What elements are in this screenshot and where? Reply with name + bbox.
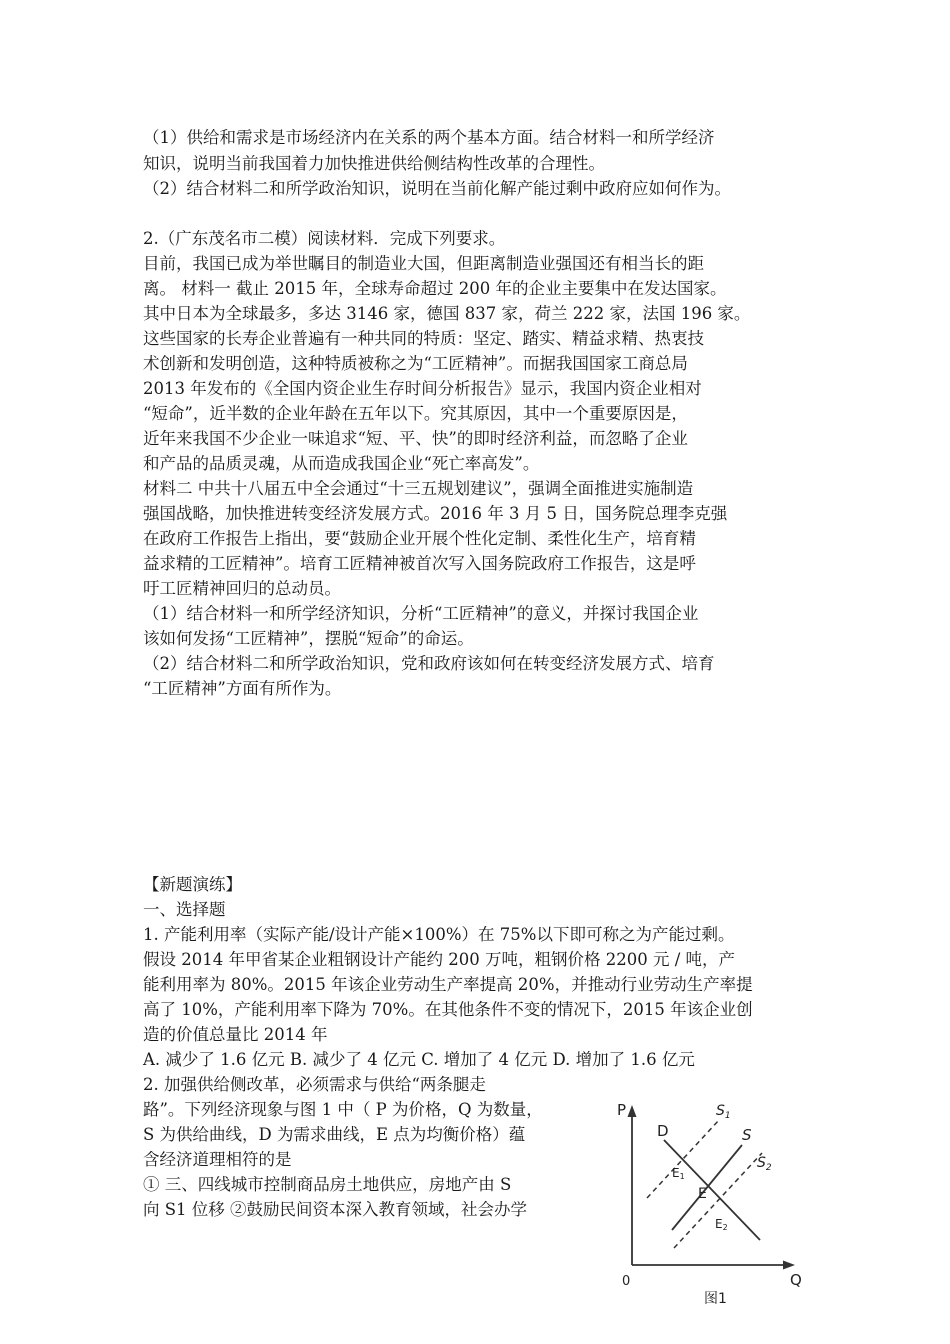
- text-line: 这些国家的长寿企业普遍有一种共同的特质：坚定、踏实、精益求精、热衷技: [143, 329, 704, 348]
- text-line: 其中日本为全球最多，多达 3146 家，德国 837 家，荷兰 222 家，法国 196 家。: [143, 304, 751, 323]
- text-line: （2）结合材料二和所学政治知识，党和政府该如何在转变经济发展方式、培育: [143, 654, 715, 673]
- text-line: 高了 10%，产能利用率下降为 70%。在其他条件不变的情况下，2015 年该企业创: [143, 1000, 753, 1019]
- text-line: 知识，说明当前我国着力加快推进供给侧结构性改革的合理性。: [143, 154, 605, 173]
- text-line: 益求精的工匠精神”。培育工匠精神被首次写入国务院政府工作报告，这是呼: [143, 554, 696, 573]
- text-line: 向 S1 位移 ②鼓励民间资本深入教育领域，社会办学: [143, 1200, 528, 1219]
- text-line: 假设 2014 年甲省某企业粗钢设计产能约 200 万吨，粗钢价格 2200 元 / 吨，产: [143, 950, 735, 969]
- supply-curve: [672, 1145, 742, 1230]
- text-line: “短命”，近半数的企业年龄在五年以下。究其原因，其中一个重要原因是，: [143, 404, 688, 423]
- text-line: ① 三、四线城市控制商品房土地供应，房地产由 S: [143, 1175, 512, 1194]
- axes: [628, 1105, 796, 1270]
- supply-demand-figure: [612, 1095, 812, 1310]
- text-line: 吁工匠精神回归的总动员。: [143, 579, 341, 598]
- subsection-title: 一、选择题: [143, 900, 226, 919]
- question-heading: 2.（广东茂名市二模）阅读材料．完成下列要求。: [143, 229, 506, 248]
- equilibrium-e1-label: E1: [672, 1166, 685, 1181]
- text-line: 近年来我国不少企业一味追求“短、平、快”的即时经济利益，而忽略了企业: [143, 429, 688, 448]
- text-line: 含经济道理相符的是: [143, 1150, 292, 1169]
- supply-s2-label: $S_2$: [757, 1155, 772, 1173]
- text-line: 术创新和发明创造，这种特质被称之为“工匠精神”。而据我国国家工商总局: [143, 354, 688, 373]
- figure-caption: 图1: [704, 1291, 727, 1307]
- text-line: 路”。下列经济现象与图 1 中（ P 为价格，Q 为数量，: [143, 1100, 543, 1119]
- axis-label-q: Q: [790, 1271, 802, 1289]
- origin-label: 0: [622, 1274, 631, 1289]
- text-line: 强国战略，加快推进转变经济发展方式。2016 年 3 月 5 日，国务院总理李克强: [143, 504, 728, 523]
- text-line: 2. 加强供给侧改革，必须需求与供给“两条腿走: [143, 1075, 486, 1094]
- section-title: 【新题演练】: [143, 875, 242, 894]
- supply-label: S: [742, 1126, 752, 1144]
- text-line: （1）结合材料一和所学经济知识，分析“工匠精神”的意义，并探讨我国企业: [143, 604, 699, 623]
- axis-label-p: P: [617, 1101, 627, 1119]
- text-line: “工匠精神”方面有所作为。: [143, 679, 342, 698]
- text-line: S 为供给曲线，D 为需求曲线，E 点为均衡价格）蕴: [143, 1125, 526, 1144]
- text-line: 2013 年发布的《全国内资企业生存时间分析报告》显示，我国内资企业相对: [143, 379, 702, 398]
- supply-curve-s2: [674, 1153, 762, 1248]
- text-line: 材料二 中共十八届五中全会通过“十三五规划建议”，强调全面推进实施制造: [143, 479, 694, 498]
- equilibrium-e2-label: E2: [715, 1217, 728, 1232]
- text-line: 造的价值总量比 2014 年: [143, 1025, 328, 1044]
- supply-s1-label: $S_1$: [716, 1103, 731, 1121]
- text-line: （1）供给和需求是市场经济内在关系的两个基本方面。结合材料一和所学经济: [143, 128, 715, 147]
- text-line: 该如何发扬“工匠精神”，摆脱“短命”的命运。: [143, 629, 474, 648]
- text-line: （2）结合材料二和所学政治知识，说明在当前化解产能过剩中政府应如何作为。: [143, 179, 731, 198]
- text-line: 1. 产能利用率（实际产能/设计产能×100%）在 75%以下即可称之为产能过剩。: [143, 925, 735, 944]
- demand-label: D: [657, 1122, 669, 1140]
- text-line: 目前，我国已成为举世瞩目的制造业大国，但距离制造业强国还有相当长的距: [143, 254, 704, 273]
- answer-options: A. 减少了 1.6 亿元 B. 减少了 4 亿元 C. 增加了 4 亿元 D. 增加了 1.6 亿元: [143, 1050, 695, 1069]
- demand-curve: [664, 1140, 760, 1240]
- text-line: 在政府工作报告上指出，要“鼓励企业开展个性化定制、柔性化生产，培育精: [143, 529, 696, 548]
- text-line: 离。 材料一 截止 2015 年，全球寿命超过 200 年的企业主要集中在发达国家。: [143, 279, 727, 298]
- text-line: 能利用率为 80%。2015 年该企业劳动生产率提高 20%，并推动行业劳动生产率提: [143, 975, 753, 994]
- equilibrium-e-label: E: [698, 1186, 707, 1202]
- text-line: 和产品的品质灵魂，从而造成我国企业“死亡率高发”。: [143, 454, 540, 473]
